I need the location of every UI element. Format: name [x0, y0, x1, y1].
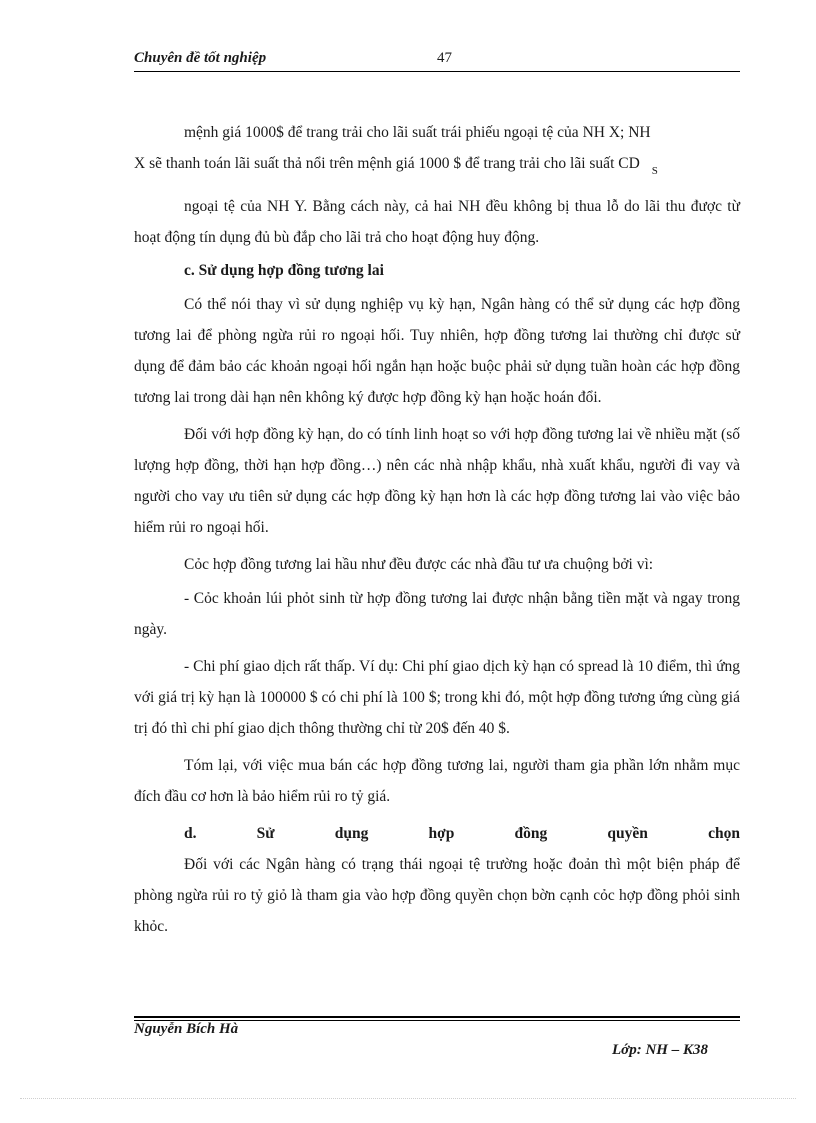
paragraph-4: Đối với hợp đồng kỳ hạn, do có tính linh hoạt so với hợp đồng tương lai về nhiều mặt (số lượng hợp đồng, thời hạn hợp đồng…) nên các nhà nhập khẩu, nhà xuất khẩu, người đi vay và người cho vay ưu tiên sử dụng các hợp đồng kỳ hạn hơn là các hợp đồng tương lai vào việc bảo hiểm rủi ro ngoại hối.	[134, 426, 740, 536]
header-title: Chuyên đề tốt nghiệp	[134, 50, 267, 66]
heading-d-word: đồng	[514, 825, 548, 842]
paragraph-3: Có thể nói thay vì sử dụng nghiệp vụ kỳ hạn, Ngân hàng có thể sử dụng các hợp đồng tương lai để phòng ngừa rủi ro ngoại hối. Tuy nhiên, hợp đồng tương lai thường chỉ được sử dụng để đảm bảo các khoản ngoại hối ngắn hạn hoặc buộc phải sử dụng tuần hoàn các hợp đồng tương lai trong dài hạn nên không ký được hợp đồng kỳ hạn hoặc hoán đổi.	[134, 296, 740, 406]
footer-author: Nguyễn Bích Hà	[134, 1021, 239, 1037]
paragraph-1-line-2	[134, 148, 740, 187]
footer-class: Lớp: NH – K38	[612, 1042, 708, 1058]
footer-rule-thick	[134, 1016, 740, 1018]
paragraph-2: ngoại tệ của NH Y. Bằng cách này, cả hai NH đều không bị thua lỗ do lãi thu được từ hoạt động tín dụng đủ bù đắp cho lãi trả cho hoạt động huy động.	[134, 198, 740, 246]
document-body	[134, 117, 740, 942]
header-rule	[134, 71, 740, 72]
page-header	[134, 48, 740, 72]
paragraph-9: Đối với các Ngân hàng có trạng thái ngoại tệ trường hoặc đoản thì một biện pháp để phòng ngừa rủi ro tỷ giỏ là tham gia vào hợp đồng quyền chọn bờn cạnh cỏc hợp đồng phỏi sinh khỏc.	[134, 856, 740, 935]
paragraph-1-line-1: mệnh giá 1000$ để trang trải cho lãi suất trái phiếu ngoại tệ của NH X; NH	[184, 124, 651, 141]
page-number: 47	[437, 50, 452, 66]
heading-c: c. Sử dụng hợp đồng tương lai	[184, 262, 384, 279]
paragraph-5: Cỏc hợp đồng tương lai hầu như đều được các nhà đầu tư ưa chuộng bởi vì:	[184, 556, 654, 573]
heading-d-word: quyền	[607, 825, 648, 842]
paragraph-6: - Cỏc khoản lúi phỏt sinh từ hợp đồng tương lai được nhận bằng tiền mặt và ngay trong ngày.	[134, 590, 740, 638]
heading-d-word: d.	[184, 825, 197, 842]
page-bottom-border	[20, 1098, 796, 1099]
subscript-s: S	[651, 165, 658, 177]
heading-d-word: dụng	[334, 825, 369, 842]
paragraph-8: Tóm lại, với việc mua bán các hợp đồng tương lai, người tham gia phần lớn nhằm mục đích đầu cơ hơn là bảo hiểm rủi ro tỷ giá.	[134, 757, 740, 805]
paragraph-1-line-2-text: X sẽ thanh toán lãi suất thả nổi trên mệnh giá 1000 $ để trang trải cho lãi suất CD	[134, 155, 640, 172]
paragraph-7: - Chi phí giao dịch rất thấp. Ví dụ: Chi phí giao dịch kỳ hạn có spread là 10 điểm, thì ứng với giá trị kỳ hạn là 100000 $ có chi phí là 100 $; trong khi đó, một hợp đồng tương ứng cùng giá trị đó thì chi phí giao dịch thông thường chỉ từ 20$ đến 40 $.	[134, 658, 740, 737]
heading-d-word: chọn	[708, 825, 740, 842]
heading-d-word: Sử	[256, 825, 275, 842]
heading-d-word: hợp	[428, 825, 455, 842]
heading-d	[134, 818, 740, 849]
